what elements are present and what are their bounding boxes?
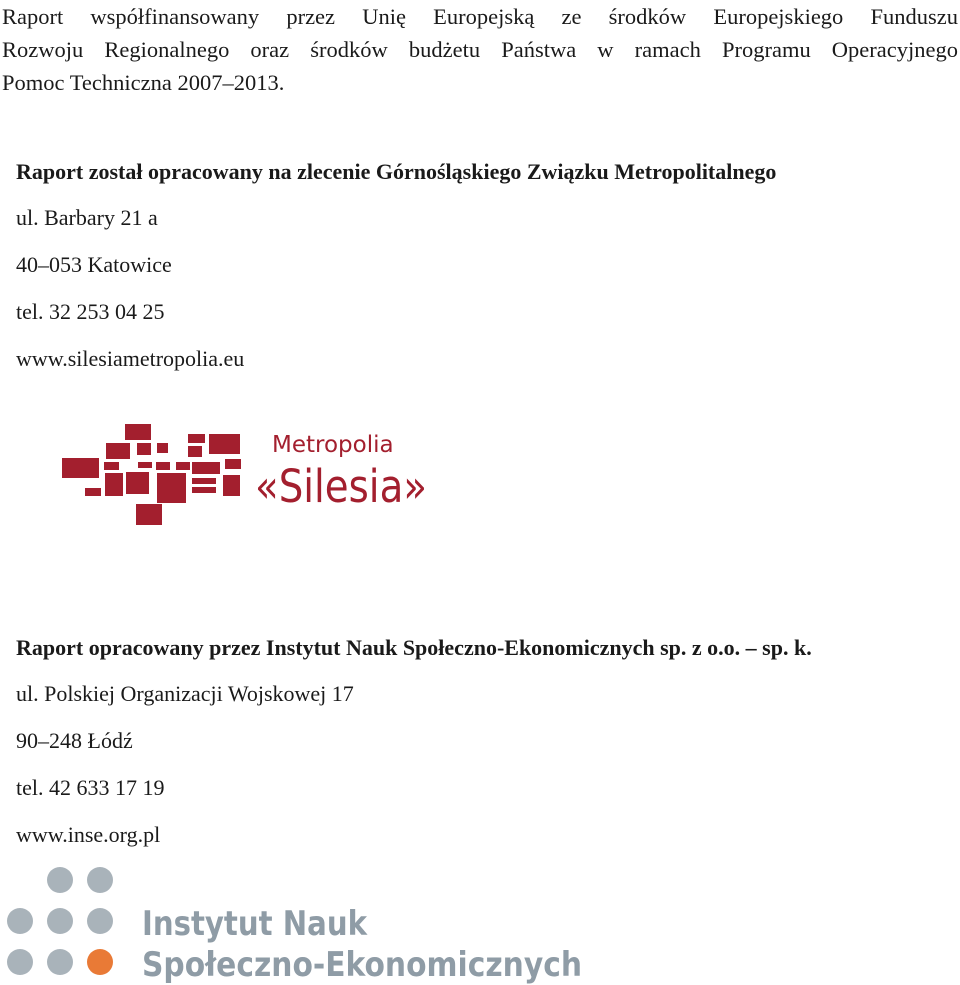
author-website: www.inse.org.pl	[16, 822, 161, 847]
inse-logo-line2: Społeczno-Ekonomicznych	[142, 945, 582, 985]
funding-statement	[2, 0, 958, 99]
funding-line-2: Rozwoju Regionalnego oraz środków budżetu Państwa w ramach Programu Operacyjnego	[2, 37, 958, 62]
author-heading: Raport opracowany przez Instytut Nauk Społeczno-Ekonomicznych sp. z o.o. – sp. k.	[16, 635, 812, 660]
inse-dots-icon	[7, 867, 113, 975]
commissioner-phone: tel. 32 253 04 25	[16, 299, 165, 324]
commissioner-website: www.silesiametropolia.eu	[16, 346, 245, 371]
inse-logo-line1: Instytut Nauk	[142, 904, 369, 944]
funding-line-3: Pomoc Techniczna 2007–2013.	[2, 70, 285, 95]
author-block	[16, 633, 812, 867]
inse-logo	[4, 866, 594, 985]
commissioner-city: 40–053 Katowice	[16, 252, 172, 277]
metropolia-logo-line2: «Silesia»	[255, 460, 427, 513]
author-city: 90–248 Łódź	[16, 728, 133, 753]
commissioner-street: ul. Barbary 21 a	[16, 205, 158, 230]
author-phone: tel. 42 633 17 19	[16, 775, 165, 800]
author-street: ul. Polskiej Organizacji Wojskowej 17	[16, 681, 354, 706]
commissioner-block	[16, 157, 776, 391]
commissioner-heading: Raport został opracowany na zlecenie Górnośląskiego Związku Metropolitalnego	[16, 159, 777, 184]
metropolia-mosaic-icon	[62, 424, 241, 525]
metropolia-logo-line1: Metropolia	[272, 432, 394, 458]
metropolia-silesia-logo	[62, 422, 442, 528]
funding-line-1: Raport współfinansowany przez Unię Europejską ze środków Europejskiego Funduszu	[2, 4, 958, 29]
